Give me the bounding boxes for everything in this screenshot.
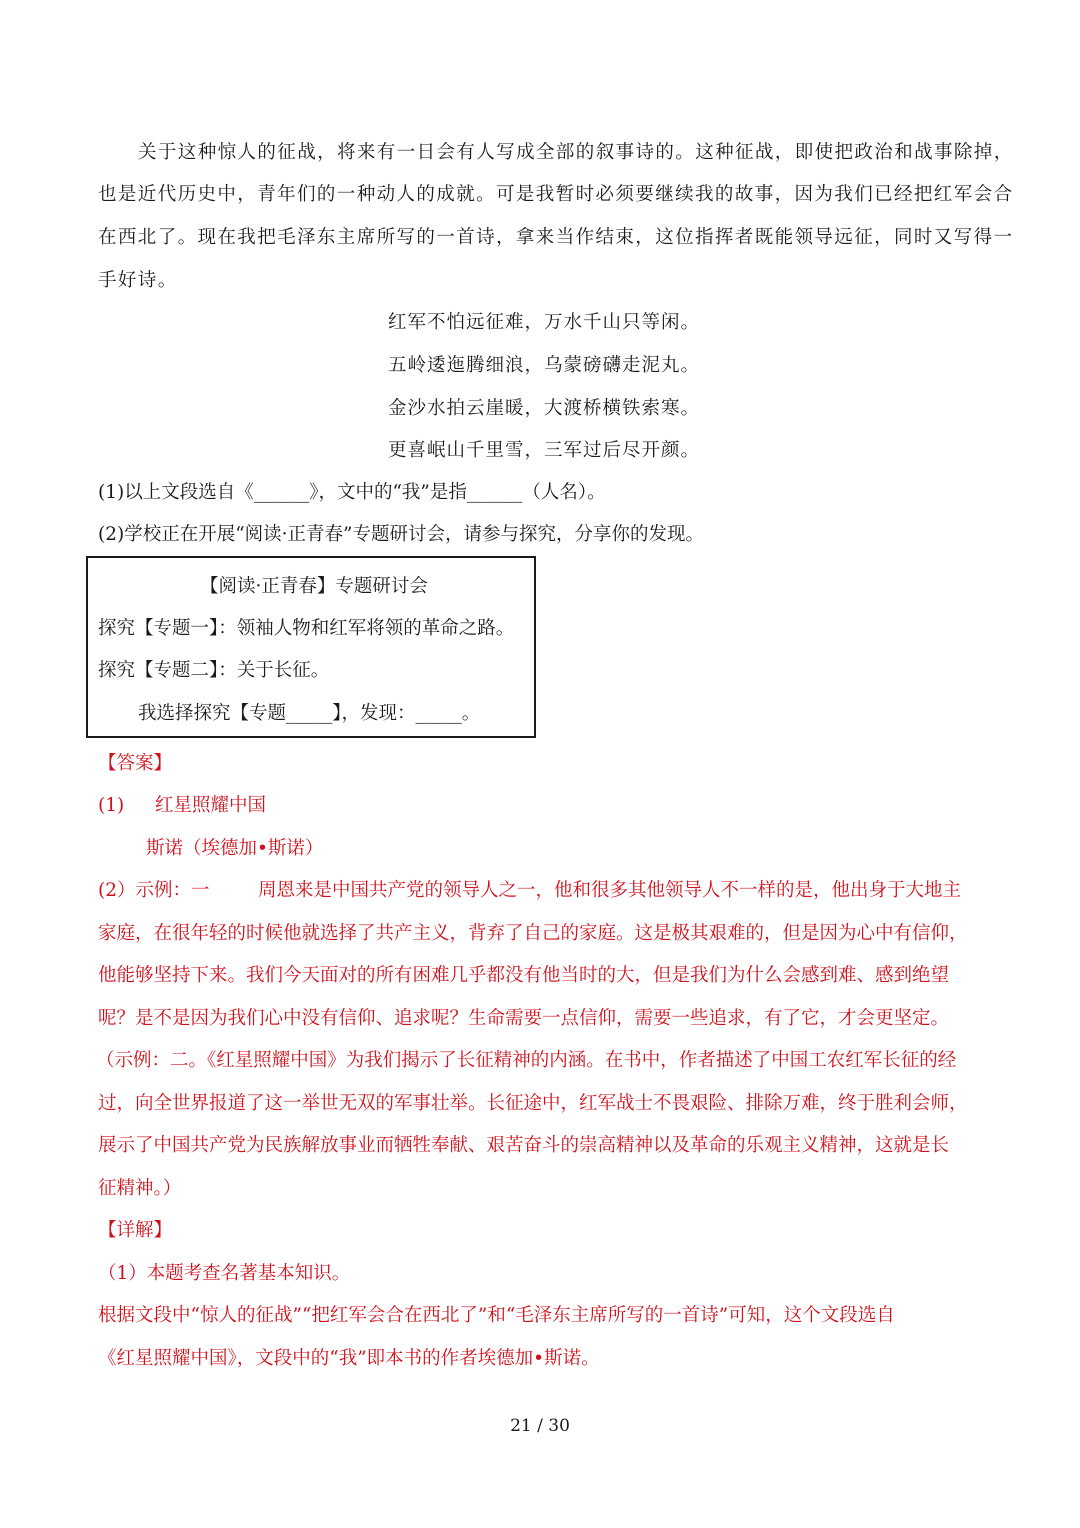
seminar-title: 【阅读·正青春】专题研讨会: [200, 576, 428, 597]
answer-1-book: 红星照耀中国: [155, 795, 267, 816]
answer-2-line-1: 周恩来是中国共产党的领导人之一，他和很多其他领导人不一样的是，他出身于大地主: [258, 880, 962, 901]
answer-2-line-5: （示例：二。《红星照耀中国》为我们揭示了长征精神的内涵。在书中，作者描述了中国工农红军长征的经: [96, 1050, 957, 1071]
detail-line-3: 《红星照耀中国》，文段中的“我”即本书的作者埃德加•斯诺。: [98, 1348, 600, 1369]
poem-line-1: 红军不怕远征难，万水千山只等闲。: [388, 312, 701, 333]
intro-line-4: 手好诗。: [98, 270, 178, 291]
answer-1-person: 斯诺（埃德加•斯诺）: [146, 838, 324, 859]
poem-line-2: 五岭逶迤腾细浪，乌蒙磅礴走泥丸。: [388, 355, 701, 376]
detail-label: 【详解】: [98, 1220, 173, 1241]
answer-2-line-3: 他能够坚持下来。我们今天面对的所有困难几乎都没有他当时的大，但是我们为什么会感到难、感到绝望: [98, 965, 950, 986]
question-1: (1)以上文段选自《______》，文中的“我”是指______（人名）。: [98, 482, 606, 503]
answer-2-line-2: 家庭，在很年轻的时候他就选择了共产主义，背弃了自己的家庭。这是极其艰难的，但是因为心中有信仰，: [98, 923, 968, 944]
poem-line-3: 金沙水拍云崖暖，大渡桥横铁索寒。: [388, 398, 701, 419]
question-2: (2)学校正在开展“阅读·正青春”专题研讨会，请参与探究，分享你的发现。: [98, 524, 705, 545]
intro-line-3: 在西北了。现在我把毛泽东主席所写的一首诗，拿来当作结束，这位指挥者既能领导远征，同时又写得一: [98, 227, 1014, 248]
answer-2-line-8: 征精神。）: [98, 1178, 182, 1199]
answer-label: 【答案】: [98, 753, 173, 774]
page-number: 21 / 30: [510, 1416, 570, 1436]
seminar-box: [86, 556, 536, 738]
answer-2-line-6: 过，向全世界报道了这一举世无双的军事壮举。长征途中，红军战士不畏艰险、排除万难，终于胜利会师，: [98, 1093, 968, 1114]
detail-line-2: 根据文段中“惊人的征战”“把红军会合在西北了”和“毛泽东主席所写的一首诗”可知，这个文段选自: [98, 1305, 895, 1326]
seminar-topic-1: 探究【专题一】：领袖人物和红军将领的革命之路。: [98, 618, 515, 639]
answer-2-line-7: 展示了中国共产党为民族解放事业而牺牲奉献、艰苦奋斗的崇高精神以及革命的乐观主义精神，这就是长: [98, 1135, 950, 1156]
seminar-choose: 我选择探究【专题_____】，发现：_____。: [138, 703, 481, 724]
detail-line-1: （1）本题考查名著基本知识。: [98, 1263, 351, 1284]
intro-line-1: 关于这种惊人的征战，将来有一日会有人写成全部的叙事诗的。这种征战，即使把政治和战事除掉，: [138, 142, 1014, 163]
answer-1-number: (1): [98, 795, 125, 816]
intro-line-2: 也是近代历史中，青年们的一种动人的成就。可是我暂时必须要继续我的故事，因为我们已经把红军会合: [98, 184, 1014, 205]
seminar-topic-2: 探究【专题二】：关于长征。: [98, 660, 330, 681]
answer-2-prefix: (2）示例：一: [98, 880, 210, 901]
poem-line-4: 更喜岷山千里雪，三军过后尽开颜。: [388, 440, 701, 461]
answer-2-line-4: 呢？是不是因为我们心中没有信仰、追求呢？生命需要一点信仰，需要一些追求，有了它，才会更坚定。: [98, 1008, 950, 1029]
